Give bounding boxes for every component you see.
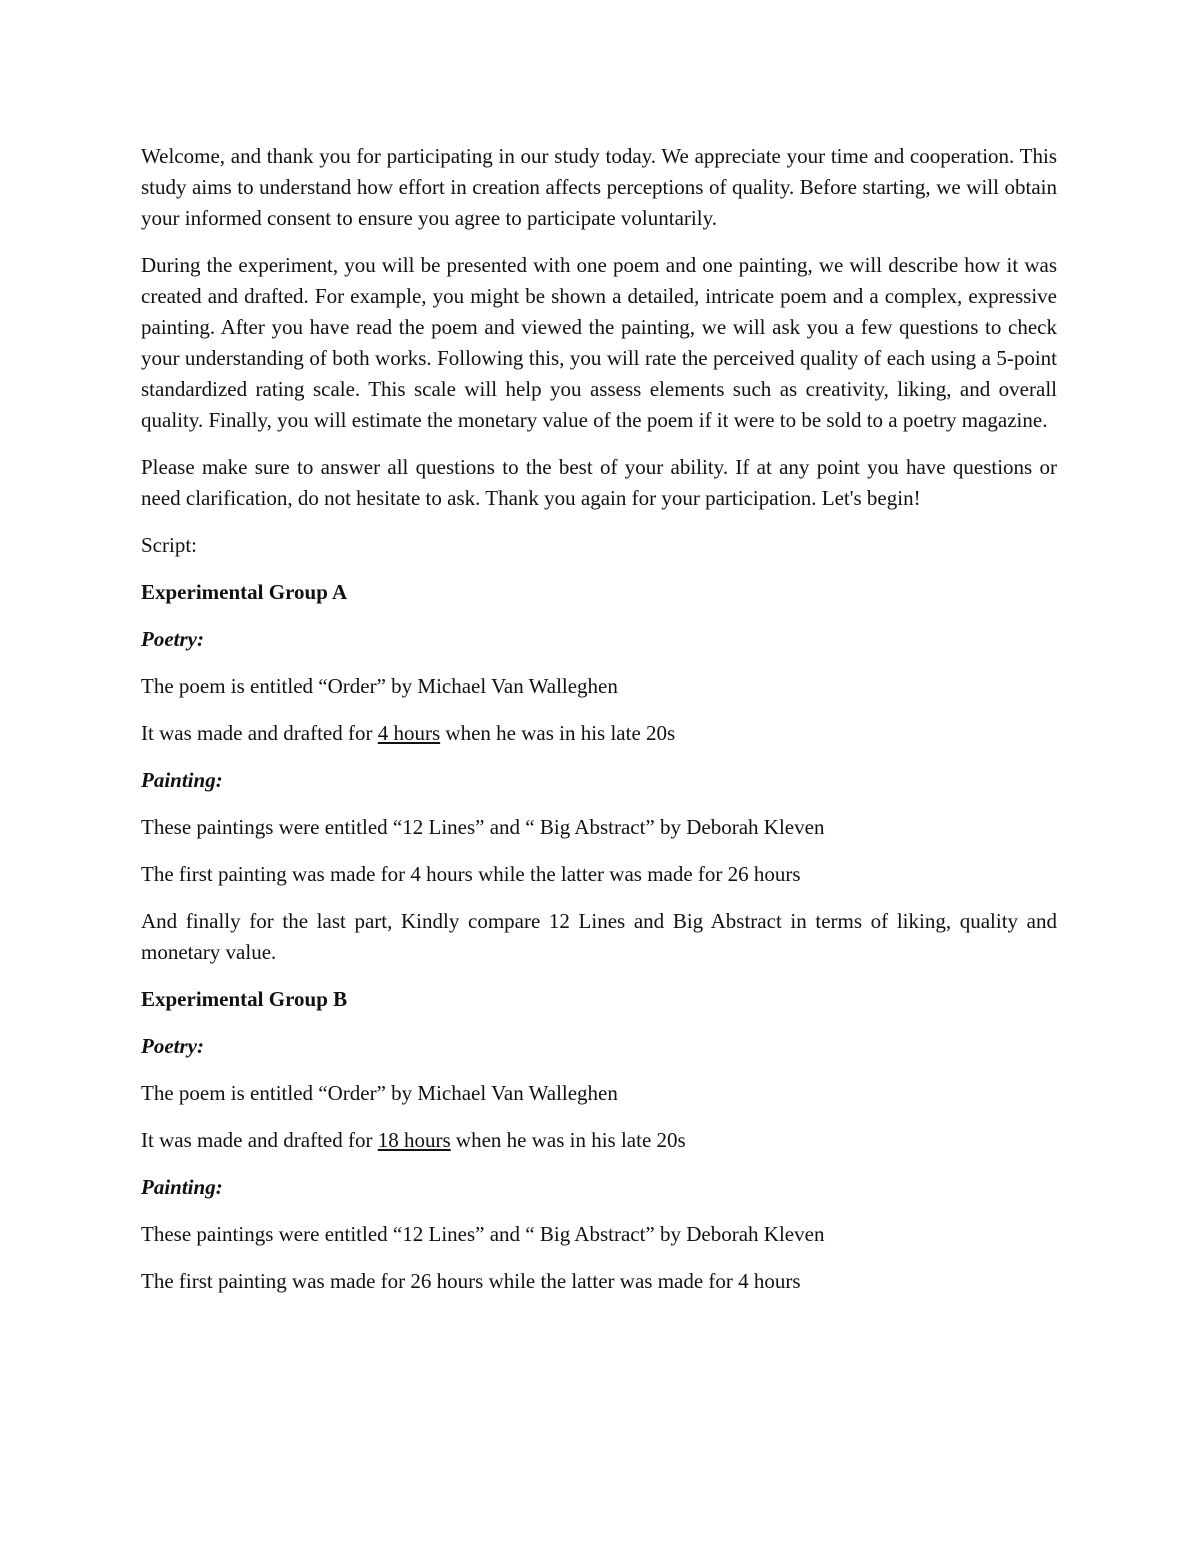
group-b-drafted-hours: 18 hours — [377, 1128, 451, 1152]
group-b-poetry-label: Poetry: — [141, 1034, 204, 1058]
intro-paragraph-procedure: During the experiment, you will be presented with one poem and one painting, we will describe how it was created and drafted. For example, you might be shown a detailed, intricate poem and a complex, expressive painting. After you have read the poem and viewed the painting, we will ask you a few questions to check your understanding of both works. Following this, you will rate the perceived quality of each using a 5-point standardized rating scale. This scale will help you assess elements such as creativity, liking, and overall quality. Finally, you will estimate the monetary value of the poem if it were to be sold to a poetry magazine. — [141, 253, 1057, 432]
group-a-drafted-suffix: when he was in his late 20s — [440, 721, 676, 745]
group-a-poem-line: The poem is entitled “Order” by Michael Van Walleghen — [141, 674, 618, 698]
group-b-heading: Experimental Group B — [141, 987, 348, 1011]
intro-paragraph-instructions: Please make sure to answer all questions to the best of your ability. If at any point you have questions or need clarification, do not hesitate to ask. Thank you again for your participation. Let's begin! — [141, 455, 1057, 510]
intro-paragraph-welcome: Welcome, and thank you for participating in our study today. We appreciate your time and cooperation. This study aims to understand how effort in creation affects perceptions of quality. Before starting, we will obtain your informed consent to ensure you agree to participate voluntarily. — [141, 144, 1057, 230]
group-b-painting-hours: The first painting was made for 26 hours while the latter was made for 4 hours — [141, 1269, 801, 1293]
group-a-drafted-prefix: It was made and drafted for — [141, 721, 378, 745]
group-a-poetry-label: Poetry: — [141, 627, 204, 651]
group-a-heading: Experimental Group A — [141, 580, 348, 604]
group-a-painting-label: Painting: — [141, 768, 223, 792]
group-b-painting-titles: These paintings were entitled “12 Lines” and “ Big Abstract” by Deborah Kleven — [141, 1222, 825, 1246]
group-b-painting-label: Painting: — [141, 1175, 223, 1199]
group-a-painting-hours: The first painting was made for 4 hours while the latter was made for 26 hours — [141, 862, 801, 886]
group-a-drafted-hours: 4 hours — [377, 721, 441, 745]
group-b-drafted-suffix: when he was in his late 20s — [450, 1128, 686, 1152]
group-b-drafted-prefix: It was made and drafted for — [141, 1128, 378, 1152]
script-label: Script: — [141, 533, 197, 557]
group-b-poem-line: The poem is entitled “Order” by Michael Van Walleghen — [141, 1081, 618, 1105]
group-a-painting-titles: These paintings were entitled “12 Lines” and “ Big Abstract” by Deborah Kleven — [141, 815, 825, 839]
group-a-drafted-line — [141, 718, 1057, 749]
document-page — [141, 141, 1057, 1313]
group-b-drafted-line — [141, 1125, 1057, 1156]
group-a-compare: And finally for the last part, Kindly compare 12 Lines and Big Abstract in terms of liking, quality and monetary value. — [141, 909, 1057, 964]
